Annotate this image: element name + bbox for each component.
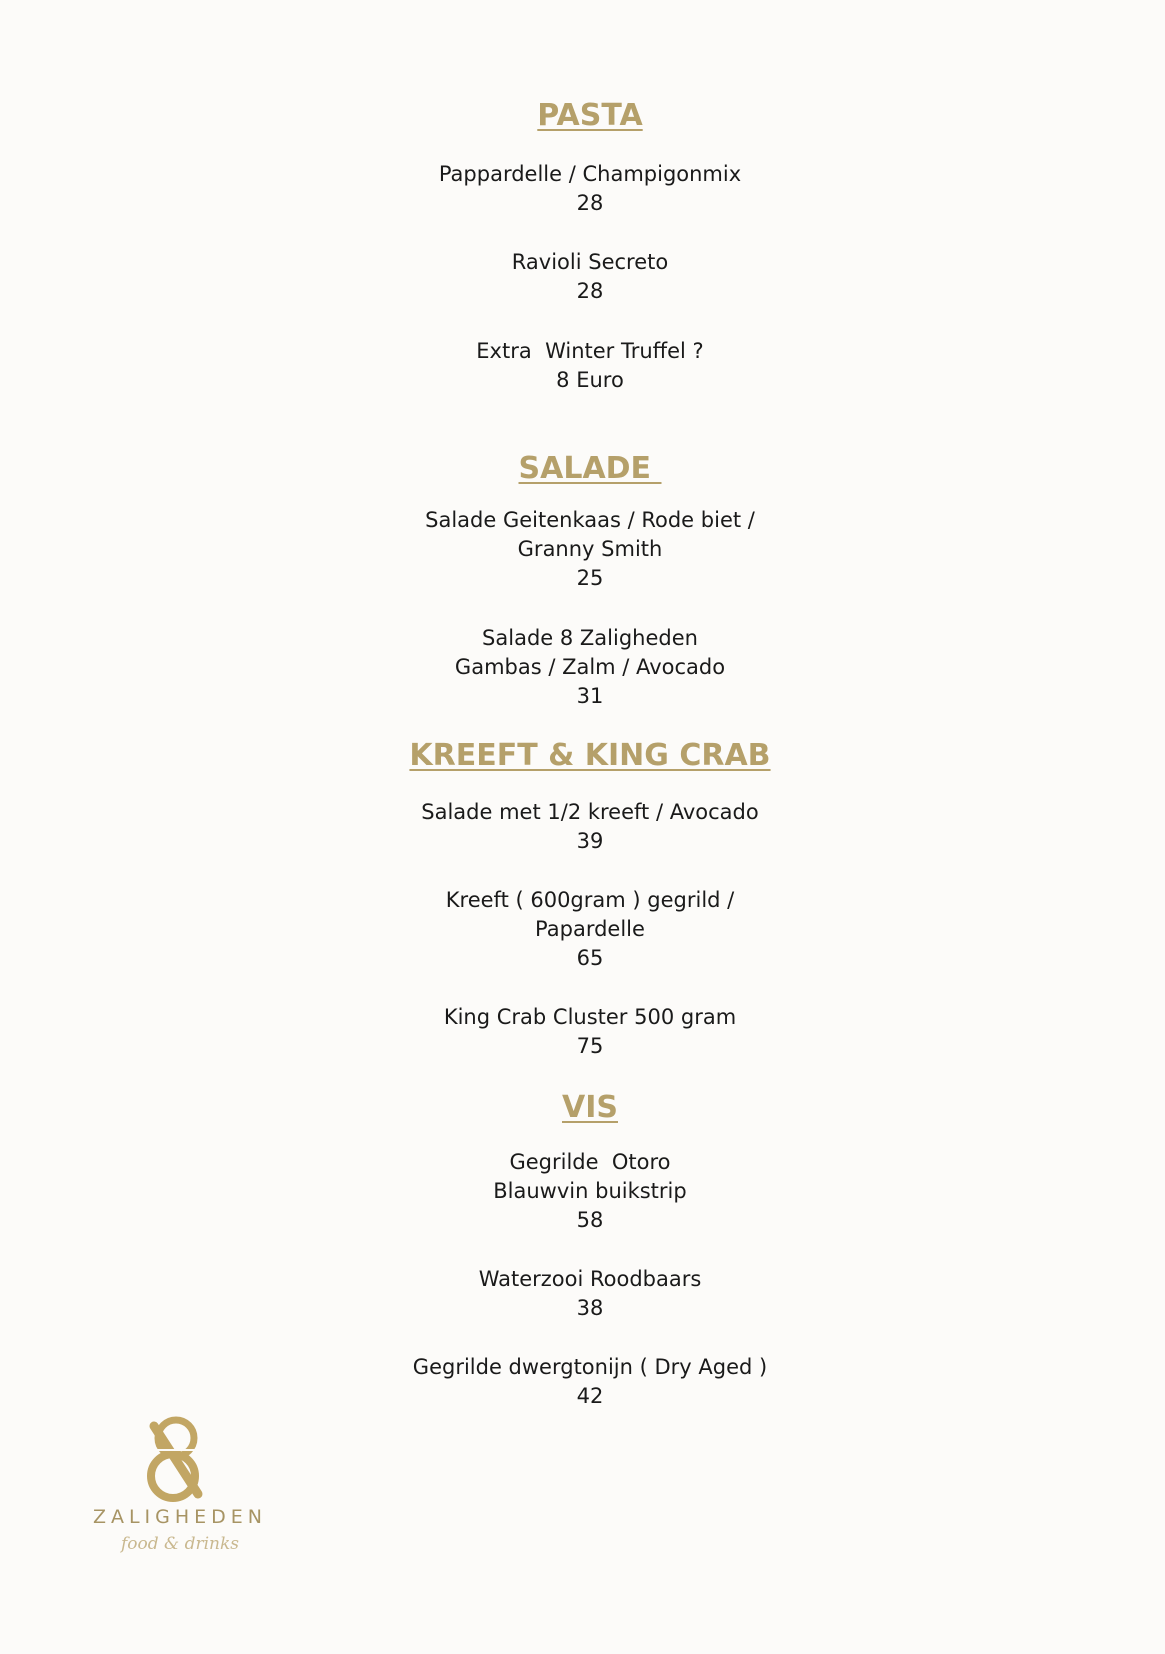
item-price: 39 (576, 829, 604, 853)
item-name: Gegrilde dwergtonijn ( Dry Aged ) (412, 1355, 768, 1379)
item-price: 58 (576, 1208, 604, 1232)
item-name: Gambas / Zalm / Avocado (454, 655, 726, 679)
section-title-vis: VIS (562, 1090, 618, 1125)
item-name: Salade Geitenkaas / Rode biet / (425, 508, 755, 532)
section-title-kreeft-king-crab: KREEFT & KING CRAB (409, 738, 771, 773)
item-name: Blauwvin buikstrip (493, 1179, 687, 1203)
item-price: 28 (576, 279, 604, 303)
item-price: 42 (576, 1384, 604, 1408)
eight-logo-icon (140, 1416, 210, 1502)
item-name: King Crab Cluster 500 gram (443, 1005, 737, 1029)
item-price: 28 (576, 191, 604, 215)
item-name: Salade 8 Zaligheden (482, 626, 698, 650)
section-title-salade: SALADE (518, 451, 662, 486)
item-name: Papardelle (535, 917, 645, 941)
item-name: Salade met 1/2 kreeft / Avocado (421, 800, 759, 824)
logo-tagline: food & drinks (120, 1534, 239, 1554)
item-price: 31 (576, 684, 604, 708)
item-name: Gegrilde Otoro (509, 1150, 671, 1174)
zaligheden-logo (85, 1416, 275, 1566)
item-name: Pappardelle / Champigonmix (438, 162, 742, 186)
item-name: Waterzooi Roodbaars (478, 1267, 702, 1291)
item-price: 65 (576, 946, 604, 970)
item-price: 25 (576, 566, 604, 590)
section-title-pasta: PASTA (537, 98, 643, 133)
item-price: 75 (576, 1034, 604, 1058)
item-name: Kreeft ( 600gram ) gegrild / (445, 888, 735, 912)
item-name: Granny Smith (517, 537, 663, 561)
item-price: 8 Euro (556, 368, 624, 392)
item-name: Ravioli Secreto (511, 250, 669, 274)
logo-name: ZALIGHEDEN (92, 1506, 268, 1528)
item-name: Extra Winter Truffel ? (476, 339, 704, 363)
item-price: 38 (576, 1296, 604, 1320)
